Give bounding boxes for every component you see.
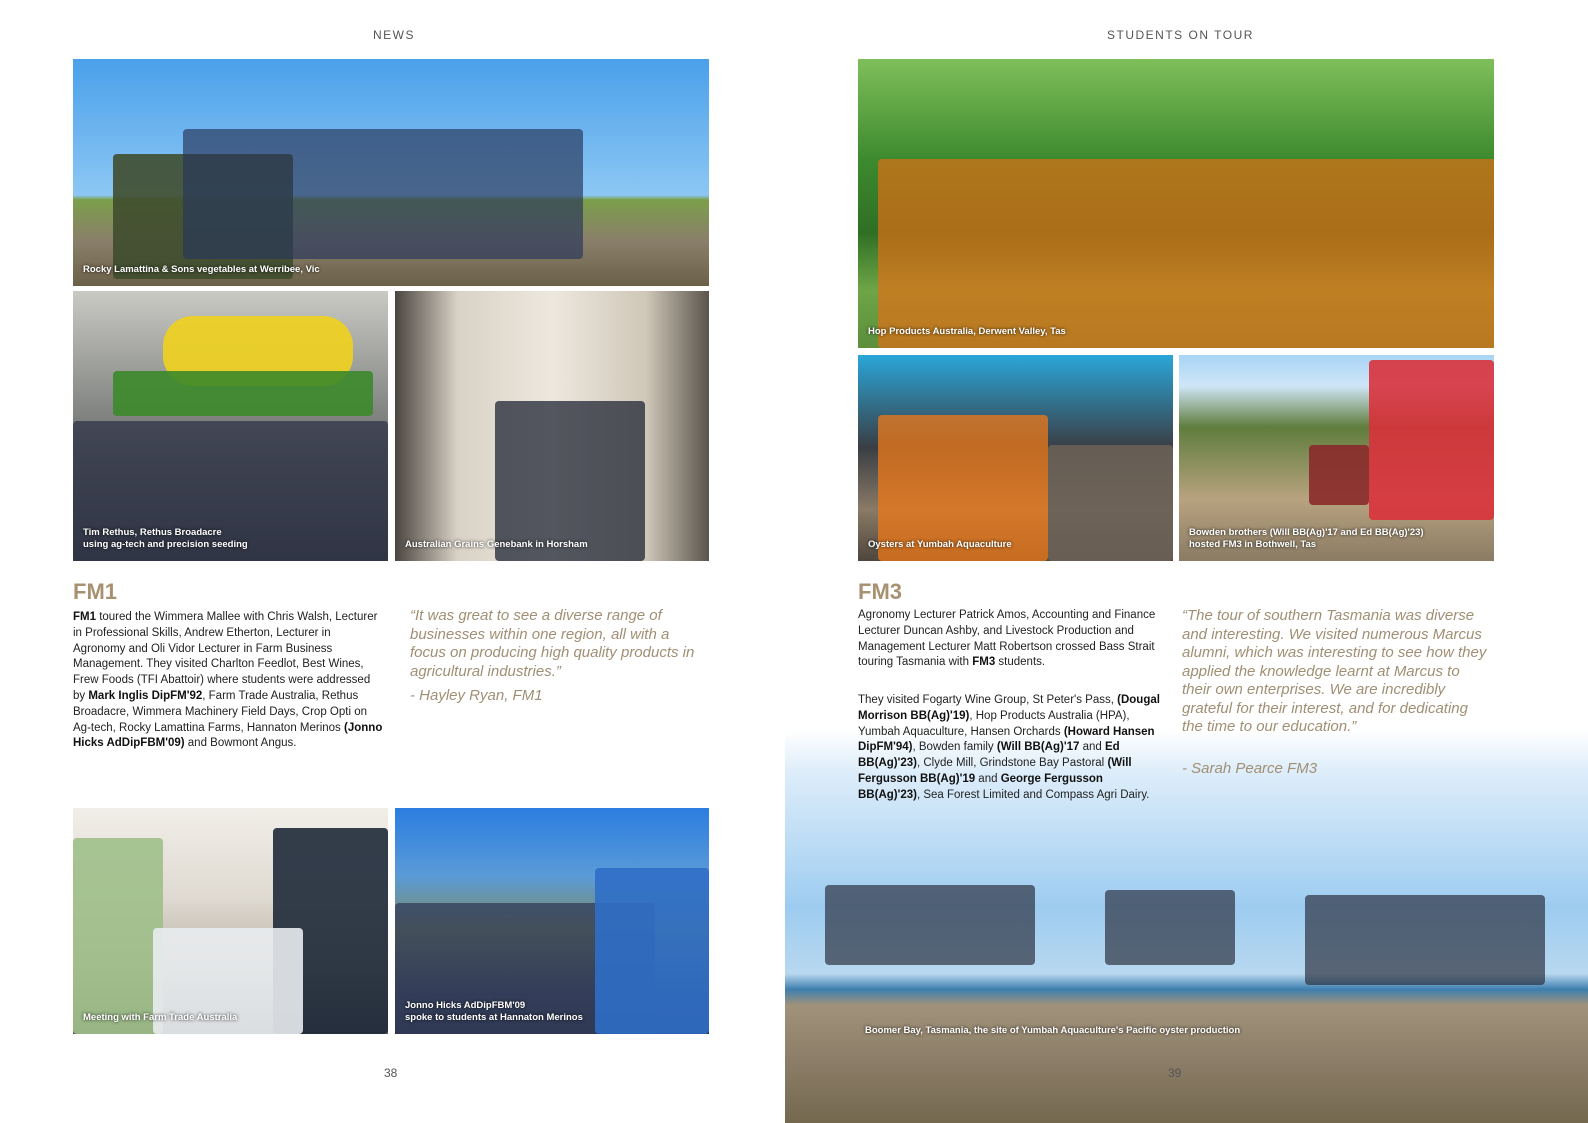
page-header: STUDENTS ON TOUR (1107, 28, 1254, 42)
photo-hop-products (858, 59, 1494, 348)
body-text: and Bowmont Angus. (184, 737, 297, 750)
body-text: toured the Wimmera Mallee with Chris Walsh, Lecturer in Professional Skills, Andrew Etherton, Lecturer in Agronomy and Oli Vidor Lecturer in Farm Business Management. They visited Charlton Feedlot, Best Wines, Frew Foods (TFI Abattoir) where students were addressed by (73, 611, 378, 702)
body-text: and (1079, 741, 1105, 754)
body-text: , Bowden family (912, 741, 997, 754)
fm3-quote-author: - Sarah Pearce FM3 (1182, 760, 1318, 777)
fm3-quote: “The tour of southern Tasmania was diverse and interesting. We visited numerous Marcus alumni, which was interesting to see how they applied the knowledge learnt at Marcus to their own enterprises. We are incredibly grateful for their interest, and for dedicating the time to our education.” (1182, 607, 1487, 735)
photo-caption: Bowden brothers (Will BB(Ag)'17 and Ed BB(Ag)'23) hosted FM3 in Bothwell, Tas (1189, 527, 1424, 550)
body-text: Agronomy Lecturer Patrick Amos, Accounting and Finance Lecturer Duncan Ashby, and Livestock Production and Management Lecturer Matt Robertson crossed Bass Strait touring Tasmania with (858, 609, 1156, 669)
fm1-body (73, 610, 385, 752)
photo-caption: Tim Rethus, Rethus Broadacre using ag-tech and precision seeding (83, 527, 248, 550)
bold-text: (Jonno Hicks AdDipFBM'09) (73, 721, 383, 750)
fm1-quote: “It was great to see a diverse range of businesses within one region, all with a focus on producing high quality products in agricultural industries.” (410, 607, 695, 680)
photo-caption: Rocky Lamattina & Sons vegetables at Werribee, Vic (83, 264, 320, 275)
photo-caption: Meeting with Farm Trade Australia (83, 1012, 238, 1023)
photo-bowden-bothwell (1179, 355, 1494, 561)
photo-rethus-broadacre (73, 291, 388, 561)
bold-text: (Howard Hansen DipFM'94) (858, 725, 1155, 754)
bold-text: Ed BB(Ag)'23) (858, 741, 1120, 770)
fm3-body-p2 (858, 693, 1163, 804)
photo-rocky-lamattina (73, 59, 709, 286)
page-number: 39 (1168, 1066, 1182, 1080)
body-text: , Farm Trade Australia, Rethus Broadacre, Wimmera Machinery Field Days, Crop Opti on Ag-tech, Rocky Lamattina Farms, Hannaton Merinos (73, 689, 367, 734)
body-text: , Hop Products Australia (HPA), Yumbah Aquaculture, Hansen Orchards (858, 709, 1130, 738)
page-header: NEWS (373, 28, 415, 42)
photo-yumbah-oysters (858, 355, 1173, 561)
bold-text: (Will BB(Ag)'17 (996, 741, 1080, 754)
bold-text: (Will Fergusson BB(Ag)'19 (858, 757, 1132, 785)
body-text: and (975, 772, 1001, 785)
bold-text: Mark Inglis DipFM'92 (88, 689, 203, 702)
bold-text: FM3 (972, 656, 996, 669)
page-number: 38 (384, 1066, 398, 1080)
body-text: , Clyde Mill, Grindstone Bay Pastoral (916, 757, 1108, 770)
bold-text: FM1 (73, 611, 96, 623)
photo-caption: Hop Products Australia, Derwent Valley, Tas (868, 326, 1066, 337)
fm3-body-p1 (858, 608, 1158, 671)
photo-caption: Jonno Hicks AdDipFBM'09 spoke to students at Hannaton Merinos (405, 1000, 583, 1023)
bold-text: George Fergusson BB(Ag)'23) (858, 772, 1103, 801)
photo-farm-trade (73, 808, 388, 1034)
photo-caption: Oysters at Yumbah Aquaculture (868, 539, 1012, 550)
section-title: FM1 (73, 579, 117, 604)
fm1-quote-author: - Hayley Ryan, FM1 (410, 687, 543, 704)
body-text: , Sea Forest Limited and Compass Agri Dairy. (916, 788, 1150, 801)
photo-hannaton-merinos (395, 808, 709, 1034)
photo-grains-genebank (395, 291, 709, 561)
section-title: FM3 (858, 579, 902, 604)
photo-caption: Boomer Bay, Tasmania, the site of Yumbah Aquaculture's Pacific oyster production (865, 1025, 1241, 1036)
right-page (794, 0, 1588, 1123)
bold-text: (Dougal Morrison BB(Ag)'19) (858, 694, 1160, 722)
photo-caption: Australian Grains Genebank in Horsham (405, 539, 588, 550)
body-text: students. (995, 656, 1046, 669)
body-text: They visited Fogarty Wine Group, St Peter's Pass, (858, 694, 1118, 706)
